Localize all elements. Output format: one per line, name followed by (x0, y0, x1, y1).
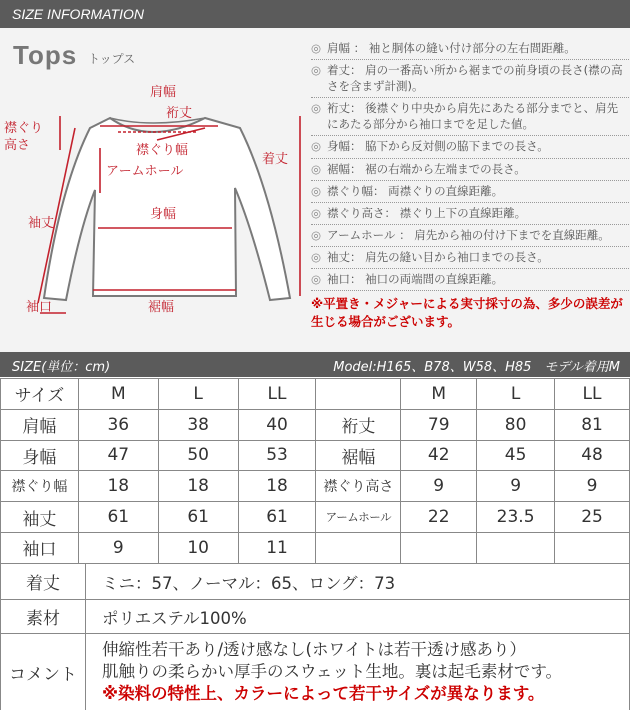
label-neck-width: 襟ぐり幅 (136, 143, 189, 158)
table-row (1, 409, 630, 440)
diagram-subtitle: トップス (88, 52, 136, 66)
table-cell: 40 (238, 409, 316, 440)
table-cell: 身幅 (1, 440, 79, 471)
definition-item: ◎ アームホール ： 肩先から袖の付け下までを直線距離。 (311, 225, 629, 247)
table-cell (316, 532, 401, 563)
table-cell (401, 532, 477, 563)
comment-row (1, 634, 630, 710)
definition-item: ◎ 裄丈： 後襟ぐり中央から肩先にあたる部分までと、肩先にあたる部分から袖口までを足した値。 (311, 98, 629, 136)
table-cell: 61 (158, 502, 238, 533)
table-cell: 22 (401, 502, 477, 533)
table-cell: 裄丈 (316, 409, 401, 440)
material-value: ポリエステル100% (86, 600, 630, 634)
label-neck-depth: 襟ぐり 高さ (4, 121, 44, 153)
table-cell: LL (555, 379, 630, 410)
table-cell (316, 379, 401, 410)
definition-item: ◎ 肩幅 ： 袖と胴体の縫い付け部分の左右間距離。 (311, 38, 629, 60)
table-cell: 81 (555, 409, 630, 440)
diagram-title: Tops (13, 40, 78, 70)
length-value: ミニ：57、ノーマル：65、ロング：73 (86, 564, 630, 600)
table-cell: 裾幅 (316, 440, 401, 471)
size-information-header (0, 0, 630, 28)
size-info-panel (0, 28, 630, 352)
size-unit-label: SIZE(単位：cm) (12, 360, 111, 375)
label-body-width: 身幅 (150, 207, 177, 222)
table-cell: 79 (401, 409, 477, 440)
table-header-row (1, 379, 630, 410)
table-cell: 48 (555, 440, 630, 471)
table-cell: 襟ぐり高さ (316, 471, 401, 502)
table-cell: 38 (158, 409, 238, 440)
table-cell: 47 (78, 440, 158, 471)
size-information-title: SIZE INFORMATION (12, 6, 144, 22)
label-shoulder: 肩幅 (150, 85, 177, 100)
label-cuff: 袖口 (26, 300, 53, 315)
table-row (1, 471, 630, 502)
table-cell: 25 (555, 502, 630, 533)
table-cell: 80 (477, 409, 555, 440)
comment-label: コメント (1, 634, 86, 710)
material-label: 素材 (1, 600, 86, 634)
table-cell (477, 532, 555, 563)
table-row (1, 440, 630, 471)
material-row (1, 600, 630, 634)
table-cell: 9 (401, 471, 477, 502)
table-cell: 11 (238, 532, 316, 563)
label-sleeve: 袖丈 (28, 216, 55, 231)
table-cell: 53 (238, 440, 316, 471)
definition-item: ◎ 襟ぐり幅： 両襟ぐりの直線距離。 (311, 181, 629, 203)
definitions-list (311, 38, 629, 330)
table-cell: M (401, 379, 477, 410)
comment-warning: ※染料の特性上、カラーによって若干サイズが異なります。 (102, 684, 545, 704)
definition-item: ◎ 身幅： 脇下から反対側の脇下までの長さ。 (311, 136, 629, 158)
table-cell: 23.5 (477, 502, 555, 533)
comment-line: 肌触りの柔らかい厚手のスウェット生地。裏は起毛素材です。 (102, 661, 563, 681)
table-cell (555, 532, 630, 563)
table-cell: 18 (78, 471, 158, 502)
table-row (1, 532, 630, 563)
definition-item: ◎ 着丈： 肩の一番高い所から裾までの前身頃の長さ(襟の高さを含まず計測)。 (311, 60, 629, 98)
length-label: 着丈 (1, 564, 86, 600)
comment-line: 伸縮性若干あり/透け感なし(ホワイトは若干透け感あり） (102, 639, 527, 659)
table-cell: 袖口 (1, 532, 79, 563)
table-row (1, 502, 630, 533)
table-cell: M (78, 379, 158, 410)
table-cell: 61 (238, 502, 316, 533)
table-cell: 36 (78, 409, 158, 440)
measurement-note: ※平置き・メジャーによる実寸採寸の為、多少の誤差が生じる場合がございます。 (311, 296, 623, 329)
definition-item: ◎ 袖口： 袖口の両端間の直線距離。 (311, 269, 629, 291)
table-cell: L (158, 379, 238, 410)
table-cell: 9 (555, 471, 630, 502)
label-yuki: 裄丈 (166, 106, 193, 121)
table-cell: 10 (158, 532, 238, 563)
table-cell: 袖丈 (1, 502, 79, 533)
table-cell: 18 (238, 471, 316, 502)
comment-value (86, 634, 630, 710)
tops-diagram (0, 28, 308, 352)
table-cell: LL (238, 379, 316, 410)
table-cell: 9 (477, 471, 555, 502)
definition-item: ◎ 袖丈： 肩先の縫い目から袖口までの長さ。 (311, 247, 629, 269)
table-cell: 肩幅 (1, 409, 79, 440)
details-table (0, 563, 630, 710)
table-cell: サイズ (1, 379, 79, 410)
table-cell: L (477, 379, 555, 410)
table-cell: 50 (158, 440, 238, 471)
label-armhole: アームホール (106, 164, 184, 179)
table-cell: 42 (401, 440, 477, 471)
table-cell: アームホール (316, 502, 401, 533)
table-cell: 45 (477, 440, 555, 471)
definition-item: ◎ 裾幅： 裾の右端から左端までの長さ。 (311, 159, 629, 181)
definition-item: ◎ 襟ぐり高さ： 襟ぐり上下の直線距離。 (311, 203, 629, 225)
table-cell: 18 (158, 471, 238, 502)
table-cell: 61 (78, 502, 158, 533)
table-cell: 9 (78, 532, 158, 563)
length-row (1, 564, 630, 600)
model-info: Model:H165、B78、W58、H85 モデル着用M (333, 360, 620, 375)
label-hem: 裾幅 (148, 300, 175, 315)
table-cell: 襟ぐり幅 (1, 471, 79, 502)
label-length: 着丈 (262, 152, 289, 167)
size-table (0, 378, 630, 564)
size-bar (0, 352, 630, 377)
